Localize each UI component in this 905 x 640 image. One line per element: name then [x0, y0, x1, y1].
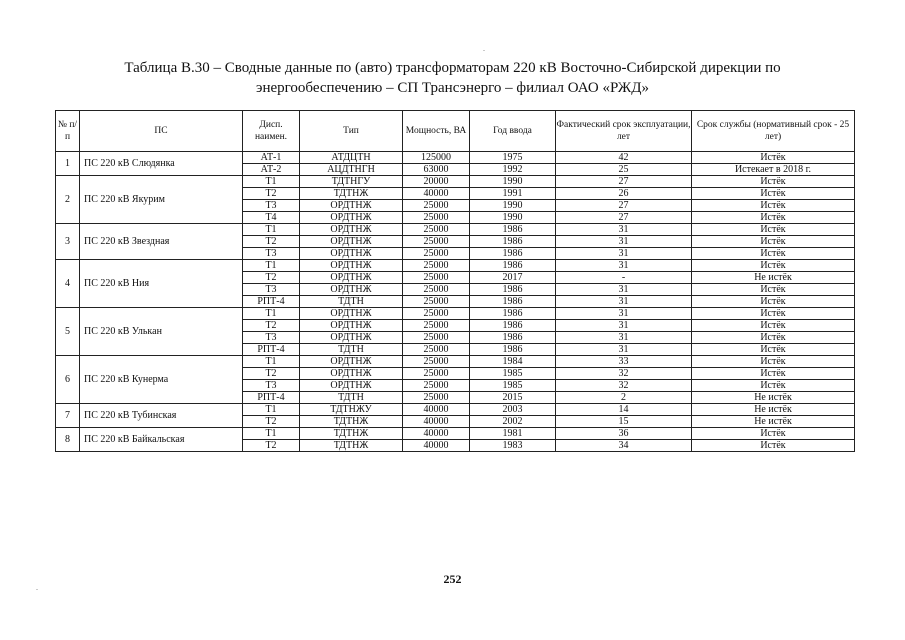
commission-year: 1985	[470, 368, 556, 380]
scan-dot: .	[36, 583, 38, 592]
commission-year: 1986	[470, 248, 556, 260]
table-row	[56, 260, 855, 272]
disp-name: Т4	[243, 212, 300, 224]
disp-name: Т2	[243, 440, 300, 452]
transformer-type: АТДЦТН	[300, 152, 403, 164]
transformer-type: ОРДТНЖ	[300, 272, 403, 284]
actual-term: 31	[556, 284, 692, 296]
power-value: 25000	[403, 308, 470, 320]
service-life-status: Истёк	[692, 176, 855, 188]
power-value: 25000	[403, 236, 470, 248]
header-num: № п/п	[56, 111, 80, 152]
substation-name: ПС 220 кВ Улькан	[80, 308, 243, 356]
row-number: 1	[56, 152, 80, 176]
substation-name: ПС 220 кВ Ния	[80, 260, 243, 308]
service-life-status: Истёк	[692, 308, 855, 320]
commission-year: 1990	[470, 200, 556, 212]
actual-term: 32	[556, 380, 692, 392]
actual-term: 31	[556, 344, 692, 356]
substation-name: ПС 220 кВ Звездная	[80, 224, 243, 260]
actual-term: 31	[556, 248, 692, 260]
actual-term: 31	[556, 224, 692, 236]
power-value: 125000	[403, 152, 470, 164]
disp-name: Т3	[243, 200, 300, 212]
service-life-status: Не истёк	[692, 392, 855, 404]
commission-year: 1991	[470, 188, 556, 200]
commission-year: 2017	[470, 272, 556, 284]
service-life-status: Истёк	[692, 236, 855, 248]
row-number: 8	[56, 428, 80, 452]
transformer-type: ТДТНЖУ	[300, 404, 403, 416]
transformer-type: ОРДТНЖ	[300, 200, 403, 212]
row-number: 6	[56, 356, 80, 404]
transformer-type: ОРДТНЖ	[300, 212, 403, 224]
header-disp: Дисп. наимен.	[243, 111, 300, 152]
actual-term: 26	[556, 188, 692, 200]
header-ps: ПС	[80, 111, 243, 152]
commission-year: 1981	[470, 428, 556, 440]
power-value: 25000	[403, 224, 470, 236]
transformer-type: ОРДТНЖ	[300, 236, 403, 248]
table-row	[56, 308, 855, 320]
service-life-status: Истёк	[692, 224, 855, 236]
power-value: 40000	[403, 428, 470, 440]
transformer-type: ОРДТНЖ	[300, 224, 403, 236]
actual-term: 31	[556, 308, 692, 320]
power-value: 25000	[403, 284, 470, 296]
row-number: 4	[56, 260, 80, 308]
header-actual-term: Фактический срок эксплуатации, лет	[556, 111, 692, 152]
row-number: 3	[56, 224, 80, 260]
service-life-status: Истёк	[692, 356, 855, 368]
service-life-status: Истекает в 2018 г.	[692, 164, 855, 176]
service-life-status: Не истёк	[692, 272, 855, 284]
commission-year: 2015	[470, 392, 556, 404]
disp-name: РПТ-4	[243, 296, 300, 308]
power-value: 25000	[403, 296, 470, 308]
actual-term: 31	[556, 236, 692, 248]
commission-year: 1986	[470, 296, 556, 308]
commission-year: 1986	[470, 260, 556, 272]
substation-name: ПС 220 кВ Кунерма	[80, 356, 243, 404]
commission-year: 1986	[470, 284, 556, 296]
power-value: 40000	[403, 440, 470, 452]
disp-name: АТ-1	[243, 152, 300, 164]
row-number: 5	[56, 308, 80, 356]
transformer-type: ОРДТНЖ	[300, 356, 403, 368]
transformer-type: ОРДТНЖ	[300, 248, 403, 260]
power-value: 20000	[403, 176, 470, 188]
power-value: 25000	[403, 368, 470, 380]
commission-year: 1986	[470, 224, 556, 236]
commission-year: 1986	[470, 332, 556, 344]
service-life-status: Истёк	[692, 320, 855, 332]
header-service-life: Срок службы (нормативный срок - 25 лет)	[692, 111, 855, 152]
power-value: 40000	[403, 188, 470, 200]
service-life-status: Истёк	[692, 332, 855, 344]
power-value: 40000	[403, 416, 470, 428]
actual-term: 36	[556, 428, 692, 440]
commission-year: 1992	[470, 164, 556, 176]
disp-name: Т3	[243, 248, 300, 260]
actual-term: 33	[556, 356, 692, 368]
header-power: Мощность, ВА	[403, 111, 470, 152]
row-number: 2	[56, 176, 80, 224]
transformer-type: ОРДТНЖ	[300, 320, 403, 332]
disp-name: РПТ-4	[243, 392, 300, 404]
transformer-type: ОРДТНЖ	[300, 308, 403, 320]
disp-name: Т1	[243, 308, 300, 320]
disp-name: Т2	[243, 320, 300, 332]
table-row	[56, 152, 855, 164]
commission-year: 1983	[470, 440, 556, 452]
transformer-type: ОРДТНЖ	[300, 260, 403, 272]
service-life-status: Истёк	[692, 344, 855, 356]
table-row	[56, 224, 855, 236]
actual-term: 27	[556, 212, 692, 224]
power-value: 40000	[403, 404, 470, 416]
row-number: 7	[56, 404, 80, 428]
header-type: Тип	[300, 111, 403, 152]
service-life-status: Истёк	[692, 284, 855, 296]
actual-term: 34	[556, 440, 692, 452]
commission-year: 1985	[470, 380, 556, 392]
disp-name: Т1	[243, 224, 300, 236]
service-life-status: Истёк	[692, 212, 855, 224]
table-row	[56, 356, 855, 368]
header-year: Год ввода	[470, 111, 556, 152]
disp-name: Т3	[243, 332, 300, 344]
transformer-type: ТДТНЖ	[300, 416, 403, 428]
disp-name: Т3	[243, 380, 300, 392]
actual-term: 15	[556, 416, 692, 428]
actual-term: 32	[556, 368, 692, 380]
commission-year: 1986	[470, 236, 556, 248]
power-value: 63000	[403, 164, 470, 176]
commission-year: 2003	[470, 404, 556, 416]
substation-name: ПС 220 кВ Якурим	[80, 176, 243, 224]
page-number: 252	[443, 572, 462, 586]
substation-name: ПС 220 кВ Тубинская	[80, 404, 243, 428]
transformer-type: ТДТН	[300, 344, 403, 356]
power-value: 25000	[403, 248, 470, 260]
actual-term: 42	[556, 152, 692, 164]
service-life-status: Истёк	[692, 296, 855, 308]
power-value: 25000	[403, 392, 470, 404]
service-life-status: Истёк	[692, 380, 855, 392]
disp-name: Т1	[243, 356, 300, 368]
scan-dot: .	[483, 44, 485, 53]
transformer-type: ТДТНЖ	[300, 188, 403, 200]
service-life-status: Истёк	[692, 260, 855, 272]
disp-name: РПТ-4	[243, 344, 300, 356]
table-row	[56, 404, 855, 416]
power-value: 25000	[403, 272, 470, 284]
service-life-status: Истёк	[692, 152, 855, 164]
disp-name: Т2	[243, 368, 300, 380]
substation-name: ПС 220 кВ Байкальская	[80, 428, 243, 452]
actual-term: 27	[556, 176, 692, 188]
commission-year: 1990	[470, 212, 556, 224]
service-life-status: Не истёк	[692, 416, 855, 428]
commission-year: 1986	[470, 320, 556, 332]
transformer-type: ОРДТНЖ	[300, 380, 403, 392]
actual-term: 31	[556, 296, 692, 308]
header-row	[56, 111, 855, 152]
service-life-status: Не истёк	[692, 404, 855, 416]
power-value: 25000	[403, 320, 470, 332]
transformer-table	[55, 110, 855, 452]
disp-name: Т2	[243, 416, 300, 428]
disp-name: Т1	[243, 260, 300, 272]
service-life-status: Истёк	[692, 200, 855, 212]
commission-year: 1990	[470, 176, 556, 188]
power-value: 25000	[403, 200, 470, 212]
actual-term: 31	[556, 332, 692, 344]
power-value: 25000	[403, 356, 470, 368]
disp-name: Т2	[243, 236, 300, 248]
actual-term: 25	[556, 164, 692, 176]
service-life-status: Истёк	[692, 368, 855, 380]
substation-name: ПС 220 кВ Слюдянка	[80, 152, 243, 176]
disp-name: Т1	[243, 404, 300, 416]
transformer-type: ТДТН	[300, 392, 403, 404]
commission-year: 1986	[470, 344, 556, 356]
power-value: 25000	[403, 344, 470, 356]
service-life-status: Истёк	[692, 248, 855, 260]
service-life-status: Истёк	[692, 428, 855, 440]
transformer-type: ТДТНГУ	[300, 176, 403, 188]
power-value: 25000	[403, 332, 470, 344]
actual-term: -	[556, 272, 692, 284]
disp-name: Т1	[243, 176, 300, 188]
actual-term: 27	[556, 200, 692, 212]
actual-term: 31	[556, 260, 692, 272]
disp-name: АТ-2	[243, 164, 300, 176]
commission-year: 2002	[470, 416, 556, 428]
transformer-type: ТДТН	[300, 296, 403, 308]
service-life-status: Истёк	[692, 440, 855, 452]
actual-term: 31	[556, 320, 692, 332]
disp-name: Т1	[243, 428, 300, 440]
transformer-type: АЦДТНГН	[300, 164, 403, 176]
transformer-type: ОРДТНЖ	[300, 368, 403, 380]
power-value: 25000	[403, 212, 470, 224]
commission-year: 1986	[470, 308, 556, 320]
actual-term: 14	[556, 404, 692, 416]
commission-year: 1984	[470, 356, 556, 368]
table-row	[56, 428, 855, 440]
actual-term: 2	[556, 392, 692, 404]
power-value: 25000	[403, 380, 470, 392]
disp-name: Т2	[243, 272, 300, 284]
disp-name: Т3	[243, 284, 300, 296]
commission-year: 1975	[470, 152, 556, 164]
transformer-type: ТДТНЖ	[300, 440, 403, 452]
transformer-type: ОРДТНЖ	[300, 284, 403, 296]
disp-name: Т2	[243, 188, 300, 200]
power-value: 25000	[403, 260, 470, 272]
table-row	[56, 176, 855, 188]
service-life-status: Истёк	[692, 188, 855, 200]
table-caption: Таблица В.30 – Сводные данные по (авто) трансформаторам 220 кВ Восточно-Сибирской дирекции по энергообеспечению – СП Трансэнерго – филиал ОАО «РЖД»	[124, 60, 781, 96]
transformer-type: ОРДТНЖ	[300, 332, 403, 344]
transformer-type: ТДТНЖ	[300, 428, 403, 440]
